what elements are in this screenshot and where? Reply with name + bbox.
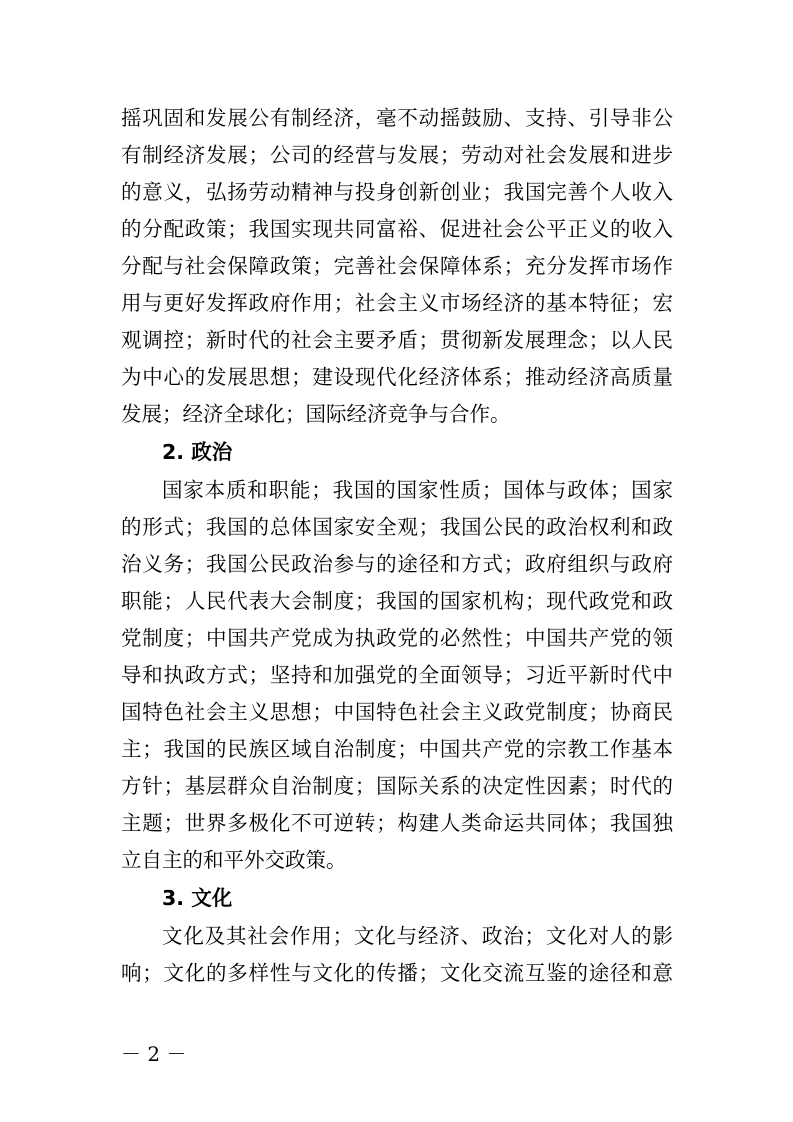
body-line: 响；文化的多样性与文化的传播；文化交流互鉴的途径和意: [121, 961, 673, 985]
page-number: － 2 －: [121, 1042, 187, 1066]
body-line: 观调控；新时代的社会主要矛盾；贯彻新发展理念；以人民: [121, 328, 673, 352]
body-line: 分配与社会保障政策；完善社会保障体系；充分发挥市场作: [121, 254, 673, 278]
body-line: 国特色社会主义思想；中国特色社会主义政党制度；协商民: [121, 700, 673, 724]
body-line: 方针；基层群众自治制度；国际关系的决定性因素；时代的: [121, 774, 673, 798]
body-line: 的分配政策；我国实现共同富裕、促进社会公平正义的收入: [121, 217, 673, 241]
body-line: 有制经济发展；公司的经营与发展；劳动对社会发展和进步: [121, 143, 673, 167]
body-line: 用与更好发挥政府作用；社会主义市场经济的基本特征；宏: [121, 291, 673, 315]
section-heading-politics: 2. 政治: [162, 440, 233, 464]
body-line: 摇巩固和发展公有制经济，毫不动摇鼓励、支持、引导非公: [121, 106, 673, 130]
body-line: 主题；世界多极化不可逆转；构建人类命运共同体；我国独: [121, 811, 673, 835]
body-line: 文化及其社会作用；文化与经济、政治；文化对人的影: [162, 924, 673, 948]
body-line: 的形式；我国的总体国家安全观；我国公民的政治权利和政: [121, 515, 673, 539]
body-line: 职能；人民代表大会制度；我国的国家机构；现代政党和政: [121, 589, 673, 613]
body-line: 国家本质和职能；我国的国家性质；国体与政体；国家: [162, 478, 673, 502]
body-line: 治义务；我国公民政治参与的途径和方式；政府组织与政府: [121, 552, 673, 576]
body-line: 党制度；中国共产党成为执政党的必然性；中国共产党的领: [121, 626, 673, 650]
body-line: 的意义，弘扬劳动精神与投身创新创业；我国完善个人收入: [121, 180, 673, 204]
body-line: 导和执政方式；坚持和加强党的全面领导；习近平新时代中: [121, 663, 673, 687]
section-heading-culture: 3. 文化: [162, 886, 233, 910]
body-line: 为中心的发展思想；建设现代化经济体系；推动经济高质量: [121, 365, 673, 389]
body-line: 立自主的和平外交政策。: [121, 848, 347, 872]
body-line: 发展；经济全球化；国际经济竞争与合作。: [121, 402, 511, 426]
body-line: 主；我国的民族区域自治制度；中国共产党的宗教工作基本: [121, 737, 673, 761]
